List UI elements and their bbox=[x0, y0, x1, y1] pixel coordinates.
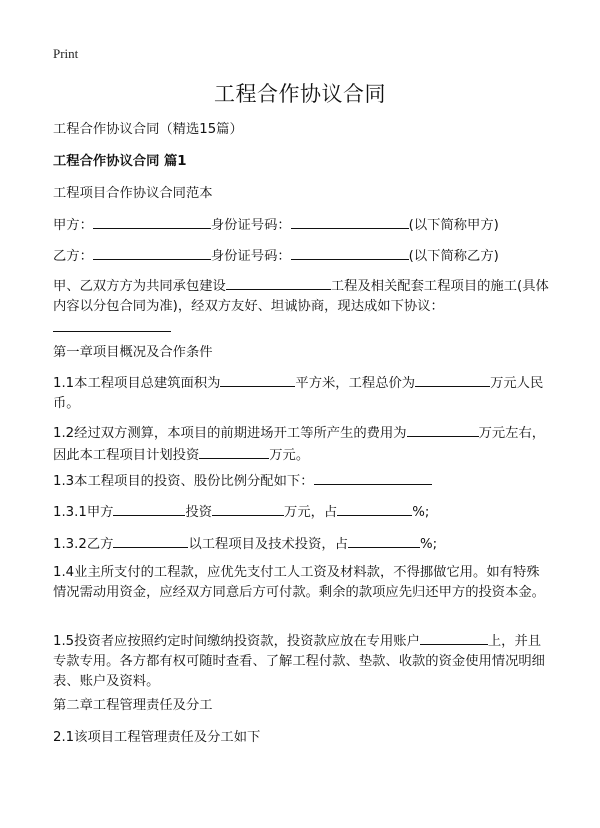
clause-1-1-part2: 平方米，工程总价为 bbox=[295, 376, 416, 391]
clause-1-3-2-part2: 以工程项目及技术投资，占 bbox=[188, 537, 348, 552]
clause-1-3-2 bbox=[53, 533, 437, 554]
party-a-share-blank[interactable] bbox=[337, 501, 412, 516]
party-a-suffix: (以下简称甲方) bbox=[408, 218, 499, 233]
clause-2-1: 2.1该项目工程管理责任及分工如下 bbox=[53, 730, 261, 745]
document-title: 工程合作协议合同 bbox=[214, 82, 386, 106]
clause-1-3-blank[interactable] bbox=[314, 470, 432, 485]
clause-1-3-1-part3: 万元，占 bbox=[284, 505, 338, 520]
party-b-label: 乙方： bbox=[53, 249, 93, 264]
clause-1-3-1-part1: 1.3.1甲方 bbox=[53, 505, 114, 520]
party-a-line bbox=[53, 214, 499, 235]
party-a-id-label: 身份证号码： bbox=[210, 218, 291, 233]
clause-1-1-part3: 万元人民币。 bbox=[53, 376, 544, 411]
clause-1-3-1-part2: 投资 bbox=[185, 505, 213, 520]
clause-1-2 bbox=[53, 422, 550, 466]
clause-1-3-1-part4: %; bbox=[412, 505, 430, 520]
clause-1-2-part3: 万元。 bbox=[269, 448, 310, 463]
party-a-id-blank[interactable] bbox=[291, 214, 409, 229]
clause-1-1 bbox=[53, 372, 550, 414]
clause-1-3 bbox=[53, 470, 432, 491]
clause-1-3-1 bbox=[53, 501, 429, 522]
clause-1-3-2-part1: 1.3.2乙方 bbox=[53, 537, 114, 552]
total-price-blank[interactable] bbox=[415, 372, 490, 387]
intro-paragraph bbox=[53, 275, 550, 339]
clause-1-2-part2: 万元左右，因此本工程项目计划投资 bbox=[53, 426, 546, 463]
clause-1-4: 1.4业主所支付的工程款，应优先支付工人工资及材料款，不得挪做它用。如有特殊情况需动用资金，应经双方同意后方可付款。剩余的款项应先归还甲方的投资本金。 bbox=[53, 565, 545, 600]
party-a-label: 甲方： bbox=[53, 218, 93, 233]
chapter-1-heading: 第一章项目概况及合作条件 bbox=[53, 345, 213, 360]
dedicated-account-blank[interactable] bbox=[420, 630, 488, 645]
party-b-name-blank[interactable] bbox=[93, 245, 211, 260]
chapter-2-heading: 第二章工程管理责任及分工 bbox=[53, 698, 213, 713]
party-a-name-blank[interactable] bbox=[93, 214, 211, 229]
clause-1-3-text: 1.3本工程项目的投资、股份比例分配如下： bbox=[53, 474, 314, 489]
party-b-suffix: (以下简称乙方) bbox=[408, 249, 499, 264]
party-b-share-blank[interactable] bbox=[348, 533, 420, 548]
print-link[interactable]: Print bbox=[53, 46, 79, 61]
party-a-investor-blank[interactable] bbox=[113, 501, 185, 516]
area-blank[interactable] bbox=[220, 372, 295, 387]
party-b-investor-blank[interactable] bbox=[113, 533, 188, 548]
clause-1-2-part1: 1.2经过双方测算，本项目的前期进场开工等所产生的费用为 bbox=[53, 426, 407, 441]
clause-1-5 bbox=[53, 630, 550, 692]
subtitle: 工程合作协议合同（精选15篇） bbox=[53, 122, 243, 137]
party-a-amount-blank[interactable] bbox=[212, 501, 284, 516]
party-b-id-blank[interactable] bbox=[291, 245, 409, 260]
clause-1-3-2-part3: %; bbox=[420, 537, 438, 552]
intro-part1: 甲、乙双方方为共同承包建设 bbox=[53, 279, 226, 294]
section-heading: 工程合作协议合同 篇1 bbox=[53, 154, 187, 169]
party-b-id-label: 身份证号码： bbox=[210, 249, 291, 264]
intro-trailing-blank[interactable] bbox=[53, 317, 171, 332]
clause-1-5-part2: 上，并且专款专用。各方都有权可随时查看、了解工程付款、垫款、收款的资金使用情况明细表、账户及资料。 bbox=[53, 634, 545, 689]
planned-investment-blank[interactable] bbox=[199, 444, 269, 459]
preliminary-cost-blank[interactable] bbox=[407, 422, 479, 437]
template-title: 工程项目合作协议合同范本 bbox=[53, 186, 213, 201]
clause-1-5-part1: 1.5投资者应按照约定时间缴纳投资款，投资款应放在专用账户 bbox=[53, 634, 420, 649]
project-name-blank[interactable] bbox=[226, 275, 331, 290]
intro-part2: 工程及相关配套工程项目的施工(具体内容以分包合同为准)，经双方友好、坦诚协商，现达成如下协议： bbox=[53, 279, 549, 314]
clause-1-1-part1: 1.1本工程项目总建筑面积为 bbox=[53, 376, 221, 391]
party-b-line bbox=[53, 245, 499, 266]
